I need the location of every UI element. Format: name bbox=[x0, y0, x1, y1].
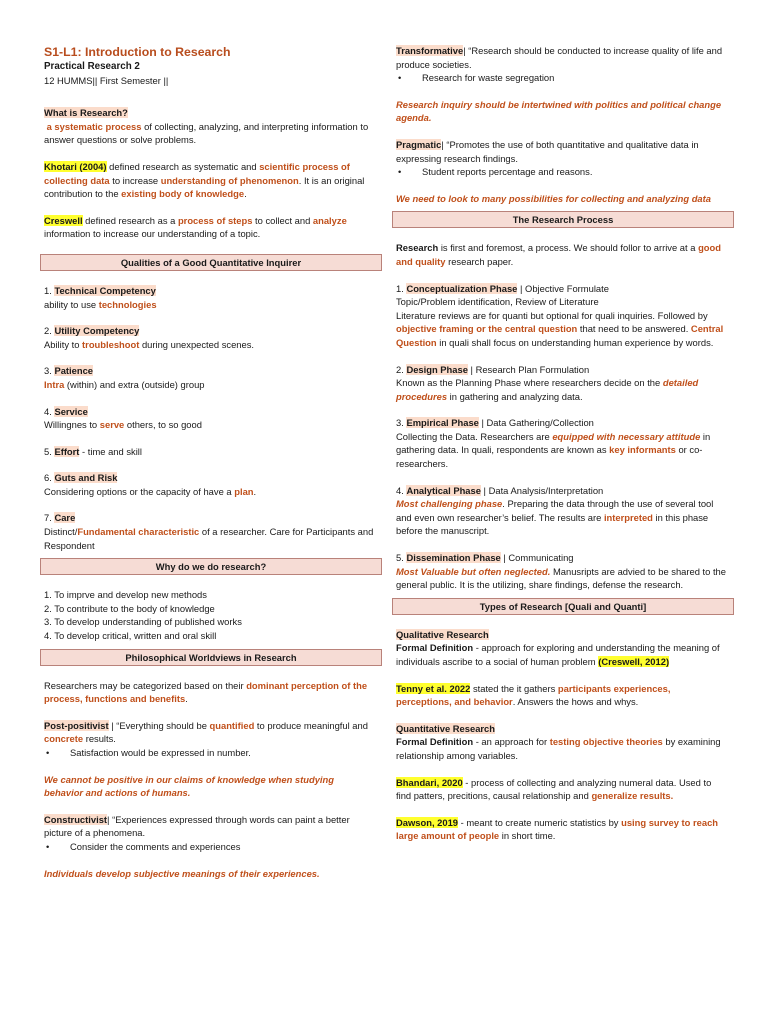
phase-5-title: 5. Dissemination Phase | Communicating bbox=[396, 552, 574, 564]
constructivist-paragraph: Constructivist| “Experiences expressed through words can paint a better picture of a phenomena. bbox=[44, 813, 350, 839]
quality-7-title: 7. Care bbox=[44, 512, 76, 524]
quality-1-text: ability to use technologies bbox=[44, 298, 157, 310]
why-item: 3. To develop understanding of published works bbox=[44, 616, 242, 628]
phase-1-line: Topic/Problem identification, Review of Literature bbox=[396, 296, 599, 308]
bhandari-paragraph: Bhandari, 2020 - process of collecting and analyzing numeral data. Used to find patters, precitions, causal relationship and generalize results. bbox=[396, 776, 712, 802]
phase-4-text: Most challenging phase. Preparing the data through the use of several tool and even own researcher’s belief. The results are interpreted in this phase before the manuscript. bbox=[396, 498, 714, 537]
phase-1-title: 1. Conceptualization Phase | Objective Formulate bbox=[396, 282, 609, 294]
right-column bbox=[396, 44, 726, 843]
section-band-worldviews: Philosophical Worldviews in Research bbox=[40, 649, 382, 666]
quality-3-title: 3. Patience bbox=[44, 365, 93, 377]
khotari-paragraph: Khotari (2004) defined research as systematic and scientific process of collecting data to increase understanding of phenomenon. It is an original contribution to the existing body of knowledge. bbox=[44, 160, 365, 200]
meta-line: 12 HUMMS|| First Semester || bbox=[44, 74, 169, 86]
quality-4-title: 4. Service bbox=[44, 405, 88, 417]
postpositivist-paragraph: Post-positivist | “Everything should be quantified to produce meaningful and concrete results. bbox=[44, 719, 368, 745]
phase-2-text: Known as the Planning Phase where researchers decide on the detailed procedures in gathering and analyzing data. bbox=[396, 377, 699, 402]
quality-7-text: Distinct/Fundamental characteristic of a researcher. Care for Participants and Respondent bbox=[44, 526, 374, 551]
transformative-bullet: • Research for waste segregation bbox=[396, 71, 726, 85]
transformative-note: Research inquiry should be intertwined with politics and political change agenda. bbox=[396, 98, 722, 124]
postpositivist-bullet: • Satisfaction would be expressed in number. bbox=[44, 746, 374, 760]
pragmatic-bullet: • Student reports percentage and reasons. bbox=[396, 165, 726, 179]
quality-1-title: 1. Technical Competency bbox=[44, 284, 156, 296]
pragmatic-note: We need to look to many possibilities for collecting and analyzing data bbox=[396, 192, 711, 204]
constructivist-bullet: • Consider the comments and experiences bbox=[44, 840, 374, 854]
quality-2-title: 2. Utility Competency bbox=[44, 325, 140, 337]
quality-4-text: Willingnes to serve others, to so good bbox=[44, 419, 202, 431]
transformative-paragraph: Transformative| “Research should be conducted to increase quality of life and produce societies. bbox=[396, 45, 723, 70]
qualitative-title: Qualitative Research bbox=[396, 628, 489, 640]
what-heading: What is Research? bbox=[44, 107, 128, 119]
quantitative-title: Quantitative Research bbox=[396, 722, 495, 734]
what-text: a systematic process of collecting, analyzing, and interpreting information to answer questions or solve problems. bbox=[44, 120, 369, 146]
quality-3-text: Intra (within) and extra (outside) group bbox=[44, 378, 205, 390]
section-band-qualities: Qualities of a Good Quantitative Inquirer bbox=[40, 254, 382, 271]
phase-1-text: Literature reviews are for quanti but optional for quali inquiries. Followed by objective framing or the central question that need to be answered. Central Question in quali shall focus on understanding human experience by words. bbox=[396, 309, 724, 348]
why-item: 2. To contribute to the body of knowledge bbox=[44, 602, 215, 614]
quality-5-title: 5. Effort - time and skill bbox=[44, 445, 142, 457]
page-title: S1-L1: Introduction to Research bbox=[44, 45, 231, 59]
left-column bbox=[44, 44, 374, 880]
section-band-why: Why do we do research? bbox=[40, 558, 382, 575]
tenny-paragraph: Tenny et al. 2022 stated the it gathers participants experiences, perceptions, and behavior. Answers the hows and whys. bbox=[396, 682, 671, 708]
quality-2-text: Ability to troubleshoot during unexpected scenes. bbox=[44, 338, 255, 350]
phase-4-title: 4. Analytical Phase | Data Analysis/Interpretation bbox=[396, 484, 604, 496]
subtitle: Practical Research 2 bbox=[44, 61, 140, 72]
process-intro: Research is first and foremost, a process. We should follor to arrive at a good and quality research paper. bbox=[396, 242, 721, 267]
creswell-paragraph: Creswell defined research as a process of steps to collect and analyze information to increase our understanding of a topic. bbox=[44, 214, 347, 240]
phase-5-text: Most Valuable but often neglected. Manusripts are advied to be shared to the general public. It is the utilizing, share findings, defense the research. bbox=[396, 565, 726, 591]
phase-3-title: 3. Empirical Phase | Data Gathering/Collection bbox=[396, 417, 594, 429]
postpositivist-note: We cannot be positive in our claims of knowledge when studying behavior and actions of humans. bbox=[44, 773, 334, 799]
worldviews-intro: Researchers may be categorized based on their dominant perception of the process, functions and benefits. bbox=[44, 679, 368, 705]
quality-6-title: 6. Guts and Risk bbox=[44, 472, 118, 484]
constructivist-note: Individuals develop subjective meanings of their experiences. bbox=[44, 867, 320, 879]
phase-2-title: 2. Design Phase | Research Plan Formulation bbox=[396, 363, 590, 375]
why-item: 1. To imprve and develop new methods bbox=[44, 589, 207, 601]
dawson-paragraph: Dawson, 2019 - meant to create numeric statistics by using survey to reach large amount of people in short time. bbox=[396, 816, 719, 842]
why-item: 4. To develop critical, written and oral skill bbox=[44, 630, 217, 642]
phase-3-text: Collecting the Data. Researchers are equipped with necessary attitude in gathering data. In quali, respondents are known as key informants or co-researchers. bbox=[396, 430, 711, 470]
quality-6-text: Considering options or the capacity of have a plan. bbox=[44, 485, 257, 497]
pragmatic-paragraph: Pragmatic| “Promotes the use of both quantitative and qualitative data in expressing research findings. bbox=[396, 138, 699, 164]
section-band-process: The Research Process bbox=[392, 211, 734, 228]
quantitative-definition: Formal Definition - an approach for testing objective theories by examining relationship among variables. bbox=[396, 736, 721, 761]
qualitative-definition: Formal Definition - approach for exploring and understanding the meaning of individuals ascribe to a social of human problem (Creswell, 2012) bbox=[396, 642, 720, 667]
section-band-types: Types of Research [Quali and Quanti] bbox=[392, 598, 734, 615]
